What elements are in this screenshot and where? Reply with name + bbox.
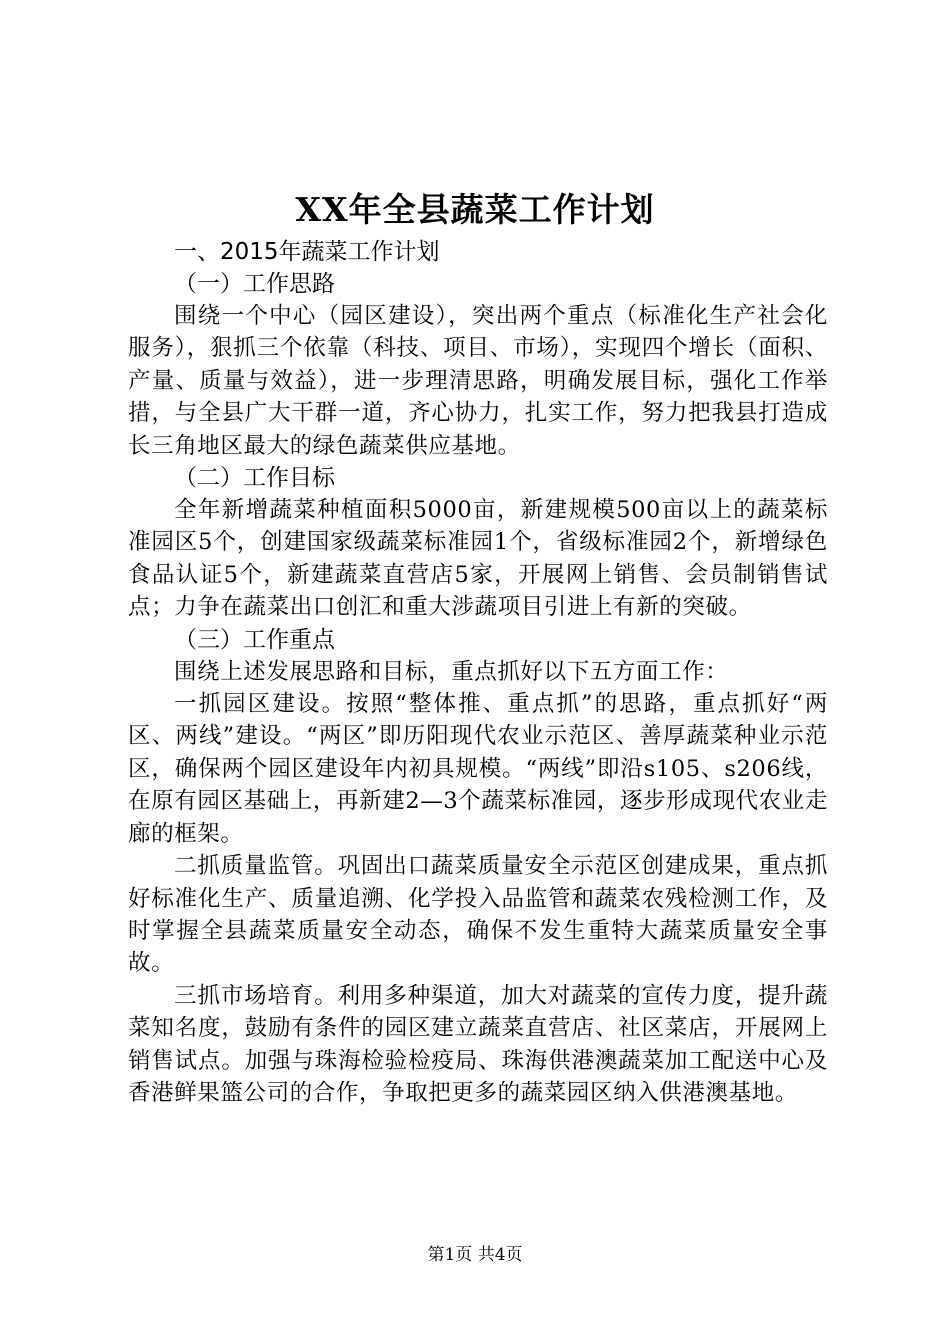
subsection-heading-work-ideas: （一）工作思路 bbox=[174, 271, 335, 297]
paragraph-park-construction: 一抓园区建设。按照“整体推、重点抓”的思路，重点抓好“两区、两线”建设。“两区”即历阳现代农业示范区、善厚蔬菜种业示范区，确保两个园区建设年内初具规模。“两线”即沿s105、s206线，在原有园区基础上，再新建2—3个蔬菜标准园，逐步形成现代农业走廊的框架。 bbox=[128, 691, 828, 847]
document-body bbox=[128, 236, 828, 1109]
paragraph-work-goals: 全年新增蔬菜种植面积5000亩，新建规模500亩以上的蔬菜标准园区5个，创建国家级蔬菜标准园1个，省级标准园2个，新增绿色食品认证5个，新建蔬菜直营店5家，开展网上销售、会员制销售试点；力争在蔬菜出口创汇和重大涉蔬项目引进上有新的突破。 bbox=[128, 497, 828, 621]
paragraph-market-cultivation: 三抓市场培育。利用多种渠道，加大对蔬菜的宣传力度，提升蔬菜知名度，鼓励有条件的园区建立蔬菜直营店、社区菜店，开展网上销售试点。加强与珠海检验检疫局、珠海供港澳蔬菜加工配送中心及香港鲜果篮公司的合作，争取把更多的蔬菜园区纳入供港澳基地。 bbox=[128, 982, 828, 1106]
subsection-heading-work-goals: （二）工作目标 bbox=[174, 465, 335, 492]
page-footer: 第1页 共4页 bbox=[427, 1245, 523, 1265]
section-heading-1: 一、2015年蔬菜工作计划 bbox=[174, 239, 440, 265]
subsection-heading-work-focus: （三）工作重点 bbox=[174, 626, 335, 653]
document-title: XX年全县蔬菜工作计划 bbox=[295, 190, 655, 229]
paragraph-work-focus-intro: 围绕上述发展思路和目标，重点抓好以下五方面工作： bbox=[174, 658, 729, 685]
paragraph-quality-supervision: 二抓质量监管。巩固出口蔬菜质量安全示范区创建成果，重点抓好标准化生产、质量追溯、化学投入品监管和蔬菜农残检测工作，及时掌握全县蔬菜质量安全动态，确保不发生重特大蔬菜质量安全事故。 bbox=[128, 853, 828, 977]
paragraph-work-ideas: 围绕一个中心（园区建设），突出两个重点（标准化生产社会化服务），狠抓三个依靠（科技、项目、市场），实现四个增长（面积、产量、质量与效益），进一步理清思路，明确发展目标，强化工作举措，与全县广大干群一道，齐心协力，扎实工作，努力把我县打造成长三角地区最大的绿色蔬菜供应基地。 bbox=[128, 303, 828, 459]
